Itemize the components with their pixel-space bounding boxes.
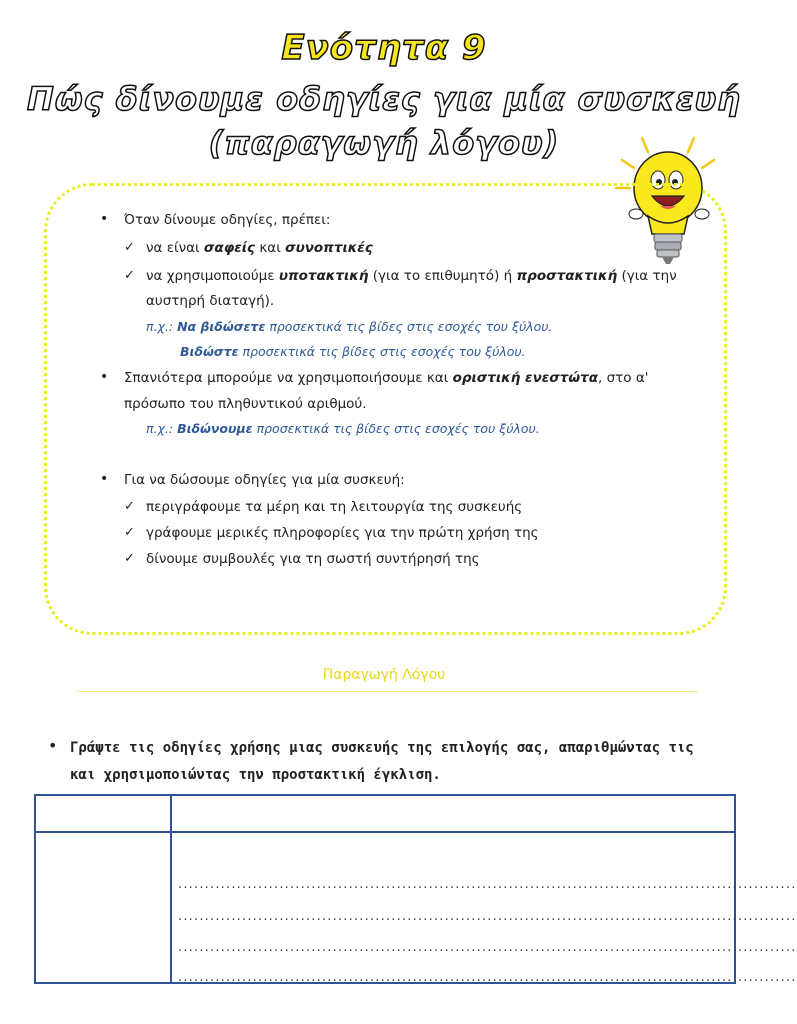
lesson-title-line2: (παραγωγή λόγου) (208, 124, 560, 162)
check-item: γράφουμε μερικές πληροφορίες για την πρώτη χρήση της (146, 525, 539, 541)
checkmark-icon: ✓ (124, 268, 135, 283)
check-item-cont: αυστηρή διαταγή). (146, 293, 275, 309)
writing-line[interactable]: .................................................................................................................... (178, 909, 797, 924)
bullet-text: Όταν δίνουμε οδηγίες, πρέπει: (124, 212, 331, 228)
unit-title: Ενότητα 9 (281, 28, 487, 68)
writing-line[interactable]: .................................................................................................................... (178, 877, 797, 892)
section-divider (76, 691, 698, 692)
check-item: να χρησιμοποιούμε υποτακτική (για το επιθυμητό) ή προστακτική (για την (146, 268, 677, 284)
bullet-icon: • (100, 369, 109, 385)
check-item: περιγράφουμε τα μέρη και τη λειτουργία της συσκευής (146, 499, 523, 515)
bullet-icon: • (100, 471, 109, 487)
checkmark-icon: ✓ (124, 551, 135, 566)
lesson-title-line1: Πώς δίνουμε οδηγίες για μία συσκευή (27, 80, 741, 118)
table-cell-right[interactable] (171, 832, 797, 985)
checkmark-icon: ✓ (124, 525, 135, 540)
table-cell-header-left[interactable] (35, 795, 171, 832)
bullet-text: Για να δώσουμε οδηγίες για μία συσκευή: (124, 472, 405, 488)
writing-line[interactable]: .................................................................................................................... (178, 970, 797, 985)
checkmark-icon: ✓ (124, 240, 135, 255)
table-cell-left[interactable] (35, 832, 171, 983)
checkmark-icon: ✓ (124, 499, 135, 514)
example-line: π.χ.: Βιδώνουμε προσεκτικά τις βίδες στις εσοχές του ξύλου. (146, 421, 540, 436)
section-title: Παραγωγή Λόγου (322, 667, 446, 683)
example-line: π.χ.: Να βιδώσετε προσεκτικά τις βίδες στις εσοχές του ξύλου. (146, 319, 553, 334)
bullet-icon: • (100, 211, 109, 227)
bullet-text: Σπανιότερα μπορούμε να χρησιμοποιήσουμε και οριστική ενεστώτα, στο α' (124, 370, 649, 386)
task-instruction: Γράψτε τις οδηγίες χρήσης μιας συσκευής της επιλογής σας, απαριθμώντας τις και χρησιμοποιώντας την προστακτική έγκλιση. (70, 740, 694, 783)
bullet-icon: • (48, 736, 58, 755)
check-item: να είναι σαφείς και συνοπτικές (146, 240, 373, 256)
writing-line[interactable]: .................................................................................................................... (178, 940, 797, 955)
example-line: Βιδώστε προσεκτικά τις βίδες στις εσοχές του ξύλου. (180, 344, 526, 359)
table-cell-header-right[interactable] (171, 795, 735, 832)
bullet-text-cont: πρόσωπο του πληθυντικού αριθμού. (124, 396, 367, 412)
check-item: δίνουμε συμβουλές για τη σωστή συντήρησή της (146, 551, 480, 567)
